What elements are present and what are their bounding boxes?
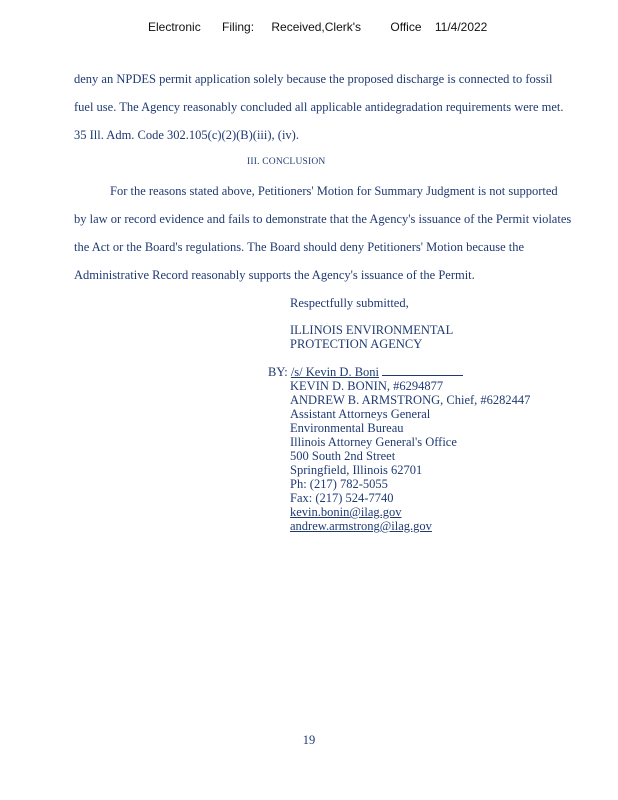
conclusion-line: the Act or the Board's regulations. The Board should deny Petitioners' Motion because the — [74, 240, 525, 254]
conclusion-line: Administrative Record reasonably supports the Agency's issuance of the Permit. — [74, 268, 475, 282]
attorney-title: Assistant Attorneys General — [290, 407, 431, 421]
page-number: 19 — [302, 733, 316, 747]
header-date: 11/4/2022 — [434, 20, 488, 34]
street-address: 500 South 2nd Street — [290, 449, 396, 463]
agency-name-line1: ILLINOIS ENVIRONMENTAL — [290, 323, 454, 337]
email-link-bonin[interactable]: kevin.bonin@ilag.gov — [290, 505, 402, 519]
conclusion-line: For the reasons stated above, Petitioners' Motion for Summary Judgment is not supported — [110, 184, 558, 198]
phone-number: Ph: (217) 782-5055 — [290, 477, 388, 491]
city-address: Springfield, Illinois 62701 — [290, 463, 423, 477]
fax-number: Fax: (217) 524-7740 — [290, 491, 394, 505]
conclusion-line: by law or record evidence and fails to demonstrate that the Agency's issuance of the Permit violates — [74, 212, 572, 226]
body-line: 35 Ill. Adm. Code 302.105(c)(2)(B)(iii), (iv). — [74, 128, 299, 142]
attorney-name-armstrong: ANDREW B. ARMSTRONG, Chief, #6282447 — [290, 393, 531, 407]
section-heading: III. CONCLUSION — [247, 157, 326, 167]
header-word-filing: Filing: — [222, 20, 255, 34]
header-word-received: Received,Clerk's — [271, 20, 362, 34]
attorney-name-bonin: KEVIN D. BONIN, #6294877 — [290, 379, 444, 393]
bureau-name: Environmental Bureau — [290, 421, 404, 435]
closing-text: Respectfully submitted, — [290, 296, 409, 310]
email-link-armstrong[interactable]: andrew.armstrong@ilag.gov — [290, 519, 432, 533]
header-word-office: Office — [390, 20, 422, 34]
header-word-electronic: Electronic — [148, 20, 201, 34]
electronic-signature: /s/ Kevin D. Boni — [290, 365, 380, 379]
body-line: deny an NPDES permit application solely because the proposed discharge is connected to fossil — [74, 72, 553, 86]
agency-name-line2: PROTECTION AGENCY — [290, 337, 423, 351]
by-label: BY: — [268, 365, 288, 379]
office-name: Illinois Attorney General's Office — [290, 435, 457, 449]
body-line: fuel use. The Agency reasonably concluded all applicable antidegradation requirements were met. — [74, 100, 564, 114]
signature-underline — [382, 374, 463, 376]
filing-stamp-header — [148, 20, 488, 34]
signature-by-line — [268, 365, 463, 380]
